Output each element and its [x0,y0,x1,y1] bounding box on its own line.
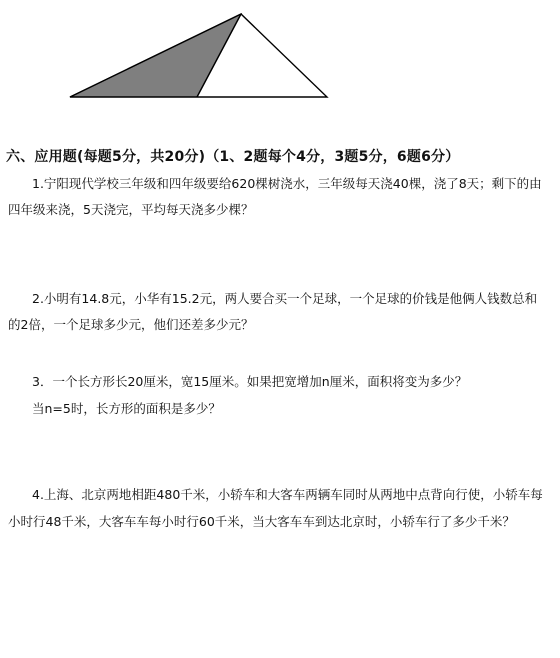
question-4-line-2: 小时行48千米，大客车车每小时行60千米，当大客车车到达北京时，小轿车行了多少千米？ [8,514,515,529]
question-2-line-1: 2.小明有14.8元，小华有15.2元，两人要合买一个足球，一个足球的价钱是他俩人钱数总和 [32,291,538,306]
triangle-figure [0,0,560,110]
question-2-line-2: 的2倍，一个足球多少元，他们还差多少元？ [8,317,254,332]
question-3-line-1: 3．一个长方形长20厘米，宽15厘米。如果把宽增加n厘米，面积将变为多少？ [32,374,468,389]
question-3-line-2: 当n=5时，长方形的面积是多少？ [32,401,221,416]
section-title: 六、应用题(每题5分，共20分)（1、2题每个4分，3题5分，6题6分） [6,149,460,165]
question-1-line-1: 1.宁阳现代学校三年级和四年级要给620棵树浇水，三年级每天浇40棵，浇了8天；剩下的由 [32,176,542,191]
question-1-line-2: 四年级来浇，5天浇完，平均每天浇多少棵？ [8,202,254,217]
question-4-line-1: 4.上海、北京两地相距480千米，小轿车和大客车两辆车同时从两地中点背向行使，小轿车每 [32,487,543,502]
